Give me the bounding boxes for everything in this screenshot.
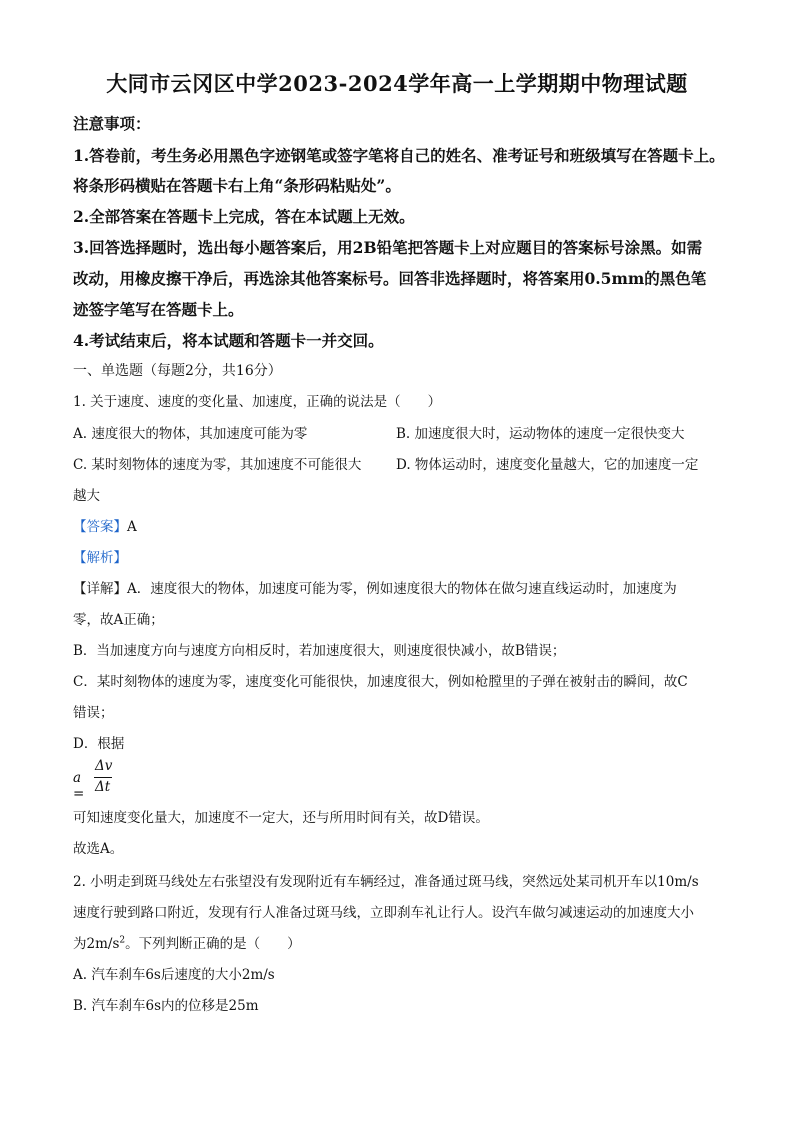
q2-stem-line-1: 2. 小明走到斑马线处左右张望没有发现附近有车辆经过，准备通过斑马线，突然远处某司机开车以10m/s — [73, 874, 699, 890]
q1-answer-line — [73, 515, 137, 535]
q2-option-a: A. 汽车刹车6s后速度的大小2m/s — [73, 967, 275, 983]
detail-tag: 【详解】 — [73, 581, 127, 597]
q2-stem-line-2: 速度行驶到路口附近，发现有行人准备过斑马线，立即刹车礼让行人。设汽车做匀减速运动的加速度大小 — [73, 905, 694, 921]
notice-line-7: 4.考试结束后，将本试题和答题卡一并交回。 — [73, 331, 384, 350]
notice-line-2: 将条形码横贴在答题卡右上角“条形码粘贴处”。 — [73, 176, 401, 195]
fraction-bar — [94, 777, 112, 778]
exam-title: 大同市云冈区中学2023-2024学年高一上学期期中物理试题 — [106, 71, 688, 96]
formula-lhs: a = — [73, 770, 85, 802]
answer-tag: 【答案】 — [73, 519, 127, 535]
notice-heading: 注意事项： — [73, 114, 151, 133]
q1-detail-line-4: C．某时刻物体的速度为零，速度变化可能很快，加速度很大，例如枪膛里的子弹在被射击的瞬间，故C — [73, 674, 688, 690]
q1-after-formula: 可知速度变化量大，加速度不一定大，还与所用时间有关，故D错误。 — [73, 810, 489, 826]
notice-line-1: 1.答卷前，考生务必用黑色字迹钢笔或签字笔将自己的姓名、准考证号和班级填写在答题卡上。 — [73, 146, 725, 165]
q1-detail-line-3: B．当加速度方向与速度方向相反时，若加速度很大，则速度很快减小，故B错误； — [73, 643, 566, 659]
formula-numerator: Δv — [95, 758, 113, 774]
notice-line-6: 迹签字笔写在答题卡上。 — [73, 300, 244, 319]
q1-detail-line-2: 零，故A正确； — [73, 612, 164, 628]
formula-denominator: Δt — [95, 779, 111, 795]
q2-stem-line-3 — [73, 932, 301, 952]
q1-option-c: C. 某时刻物体的速度为零，其加速度不可能很大 — [73, 457, 362, 473]
q2-stem-superscript: 2 — [119, 935, 126, 946]
notice-line-3: 2.全部答案在答题卡上完成，答在本试题上无效。 — [73, 207, 415, 226]
q1-detail-line-1 — [73, 577, 677, 597]
q1-detail-line-6: D．根据 — [73, 736, 125, 752]
notice-line-5: 改动，用橡皮擦干净后，再选涂其他答案标号。回答非选择题时，将答案用0.5mm的黑色笔 — [73, 269, 707, 288]
detail-text-1: A．速度很大的物体，加速度可能为零，例如速度很大的物体在做匀速直线运动时，加速度为 — [127, 581, 677, 597]
q1-option-b: B. 加速度很大时，运动物体的速度一定很快变大 — [396, 426, 685, 442]
q2-stem-part-a: 为2m/s — [73, 936, 120, 952]
q1-option-a: A. 速度很大的物体，其加速度可能为零 — [73, 426, 308, 442]
q1-analysis-line — [73, 546, 127, 566]
q2-stem-part-b: 。下列判断正确的是（ ） — [125, 936, 301, 952]
q1-conclusion: 故选A。 — [73, 841, 124, 857]
q1-stem: 1. 关于速度、速度的变化量、加速度，正确的说法是（ ） — [73, 394, 442, 410]
q1-detail-line-5: 错误； — [73, 705, 114, 721]
q1-option-d: D. 物体运动时，速度变化量越大，它的加速度一定 — [396, 457, 699, 473]
q2-option-b: B. 汽车刹车6s内的位移是25m — [73, 998, 259, 1014]
q1-option-d-continued: 越大 — [73, 488, 100, 504]
section-heading: 一、单选题（每题2分，共16分） — [73, 363, 282, 379]
answer-value: A — [127, 519, 137, 535]
notice-line-4: 3.回答选择题时，选出每小题答案后，用2B铅笔把答题卡上对应题目的答案标号涂黑。如需 — [73, 238, 703, 257]
analysis-tag: 【解析】 — [73, 550, 127, 566]
